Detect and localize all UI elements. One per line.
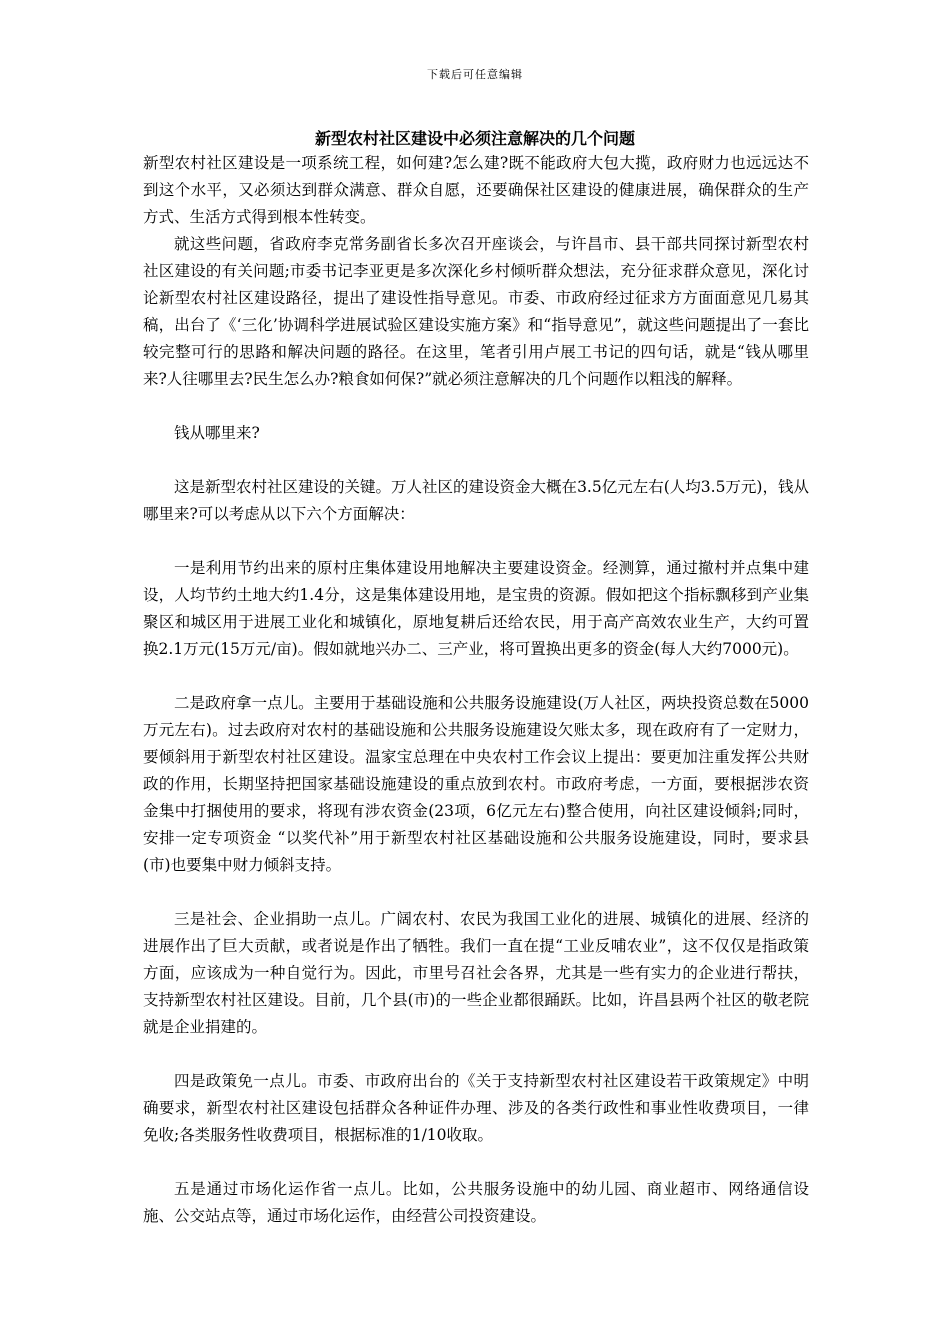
paragraph-gap <box>143 393 809 420</box>
paragraph-item-3: 三是社会、企业捐助一点儿。广阔农村、农民为我国工业化的进展、城镇化的进展、经济的进展作出了巨大贡献，或者说是作出了牺牲。我们一直在提“工业反哺农业”，这不仅仅是指政策方面，应该成为一种自觉行为。因此，市里号召社会各界，尤其是一些有实力的企业进行帮扶，支持新型农村社区建设。目前，几个县(市)的一些企业都很踊跃。比如，许昌县两个社区的敬老院就是企业捐建的。 <box>143 910 809 1036</box>
paragraph-gap <box>143 1149 809 1176</box>
paragraph-intro: 新型农村社区建设是一项系统工程，如何建?怎么建?既不能政府大包大揽，政府财力也远远达不到这个水平，又必须达到群众满意、群众自愿，还要确保社区建设的健康进展，确保群众的生产方式、生活方式得到根本性转变。 <box>143 154 809 226</box>
section-heading: 钱从哪里来? <box>174 424 260 442</box>
header-note: 下载后可任意编辑 <box>427 68 523 81</box>
paragraph-item-5: 五是通过市场化运作省一点儿。比如，公共服务设施中的幼儿园、商业超市、网络通信设施、公交站点等，通过市场化运作，由经营公司投资建设。 <box>143 1180 809 1225</box>
paragraph-gap <box>143 879 809 906</box>
paragraph-gap <box>143 447 809 474</box>
paragraph-gap <box>143 663 809 690</box>
paragraph-key: 这是新型农村社区建设的关键。万人社区的建设资金大概在3.5亿元左右(人均3.5万元)，钱从哪里来?可以考虑从以下六个方面解决： <box>143 478 809 523</box>
paragraph-gap <box>143 1041 809 1068</box>
paragraph-item-1: 一是利用节约出来的原村庄集体建设用地解决主要建设资金。经测算，通过撤村并点集中建设，人均节约土地大约1.4分，这是集体建设用地，是宝贵的资源。假如把这个指标飘移到产业集聚区和城区用于进展工业化和城镇化，原地复耕后还给农民，用于高产高效农业生产，大约可置换2.1万元(15万元/亩)。假如就地兴办二、三产业，将可置换出更多的资金(每人大约7000元)。 <box>143 559 809 658</box>
paragraph-item-4: 四是政策免一点儿。市委、市政府出台的《关于支持新型农村社区建设若干政策规定》中明确要求，新型农村社区建设包括群众各种证件办理、涉及的各类行政性和事业性收费项目，一律免收;各类服务性收费项目，根据标准的1/10收取。 <box>143 1072 809 1144</box>
paragraph-item-2: 二是政府拿一点儿。主要用于基础设施和公共服务设施建设(万人社区，两块投资总数在5000万元左右)。过去政府对农村的基础设施和公共服务设施建设欠账太多，现在政府有了一定财力，要倾斜用于新型农村社区建设。温家宝总理在中央农村工作会议上提出：要更加注重发挥公共财政的作用，长期坚持把国家基础设施建设的重点放到农村。市政府考虑，一方面，要根据涉农资金集中打捆使用的要求，将现有涉农资金(23项，6亿元左右)整合使用，向社区建设倾斜;同时，安排一定专项资金 “以奖代补”用于新型农村社区基础设施和公共服务设施建设，同时，要求县(市)也要集中财力倾斜支持。 <box>143 694 809 874</box>
paragraph-gap <box>143 528 809 555</box>
document-title: 新型农村社区建设中必须注意解决的几个问题 <box>314 129 635 148</box>
document-body <box>143 150 809 1230</box>
paragraph-background: 就这些问题，省政府李克常务副省长多次召开座谈会，与许昌市、县干部共同探讨新型农村社区建设的有关问题;市委书记李亚更是多次深化乡村倾听群众想法，充分征求群众意见，深化讨论新型农村社区建设路径，提出了建设性指导意见。市委、市政府经过征求方方面面意见几易其稿，出台了《‘三化’协调科学进展试验区建设实施方案》和“指导意见”，就这些问题提出了一套比较完整可行的思路和解决问题的路径。在这里，笔者引用卢展工书记的四句话，就是“钱从哪里来?人往哪里去?民生怎么办?粮食如何保?”就必须注意解决的几个问题作以粗浅的解释。 <box>143 235 809 388</box>
